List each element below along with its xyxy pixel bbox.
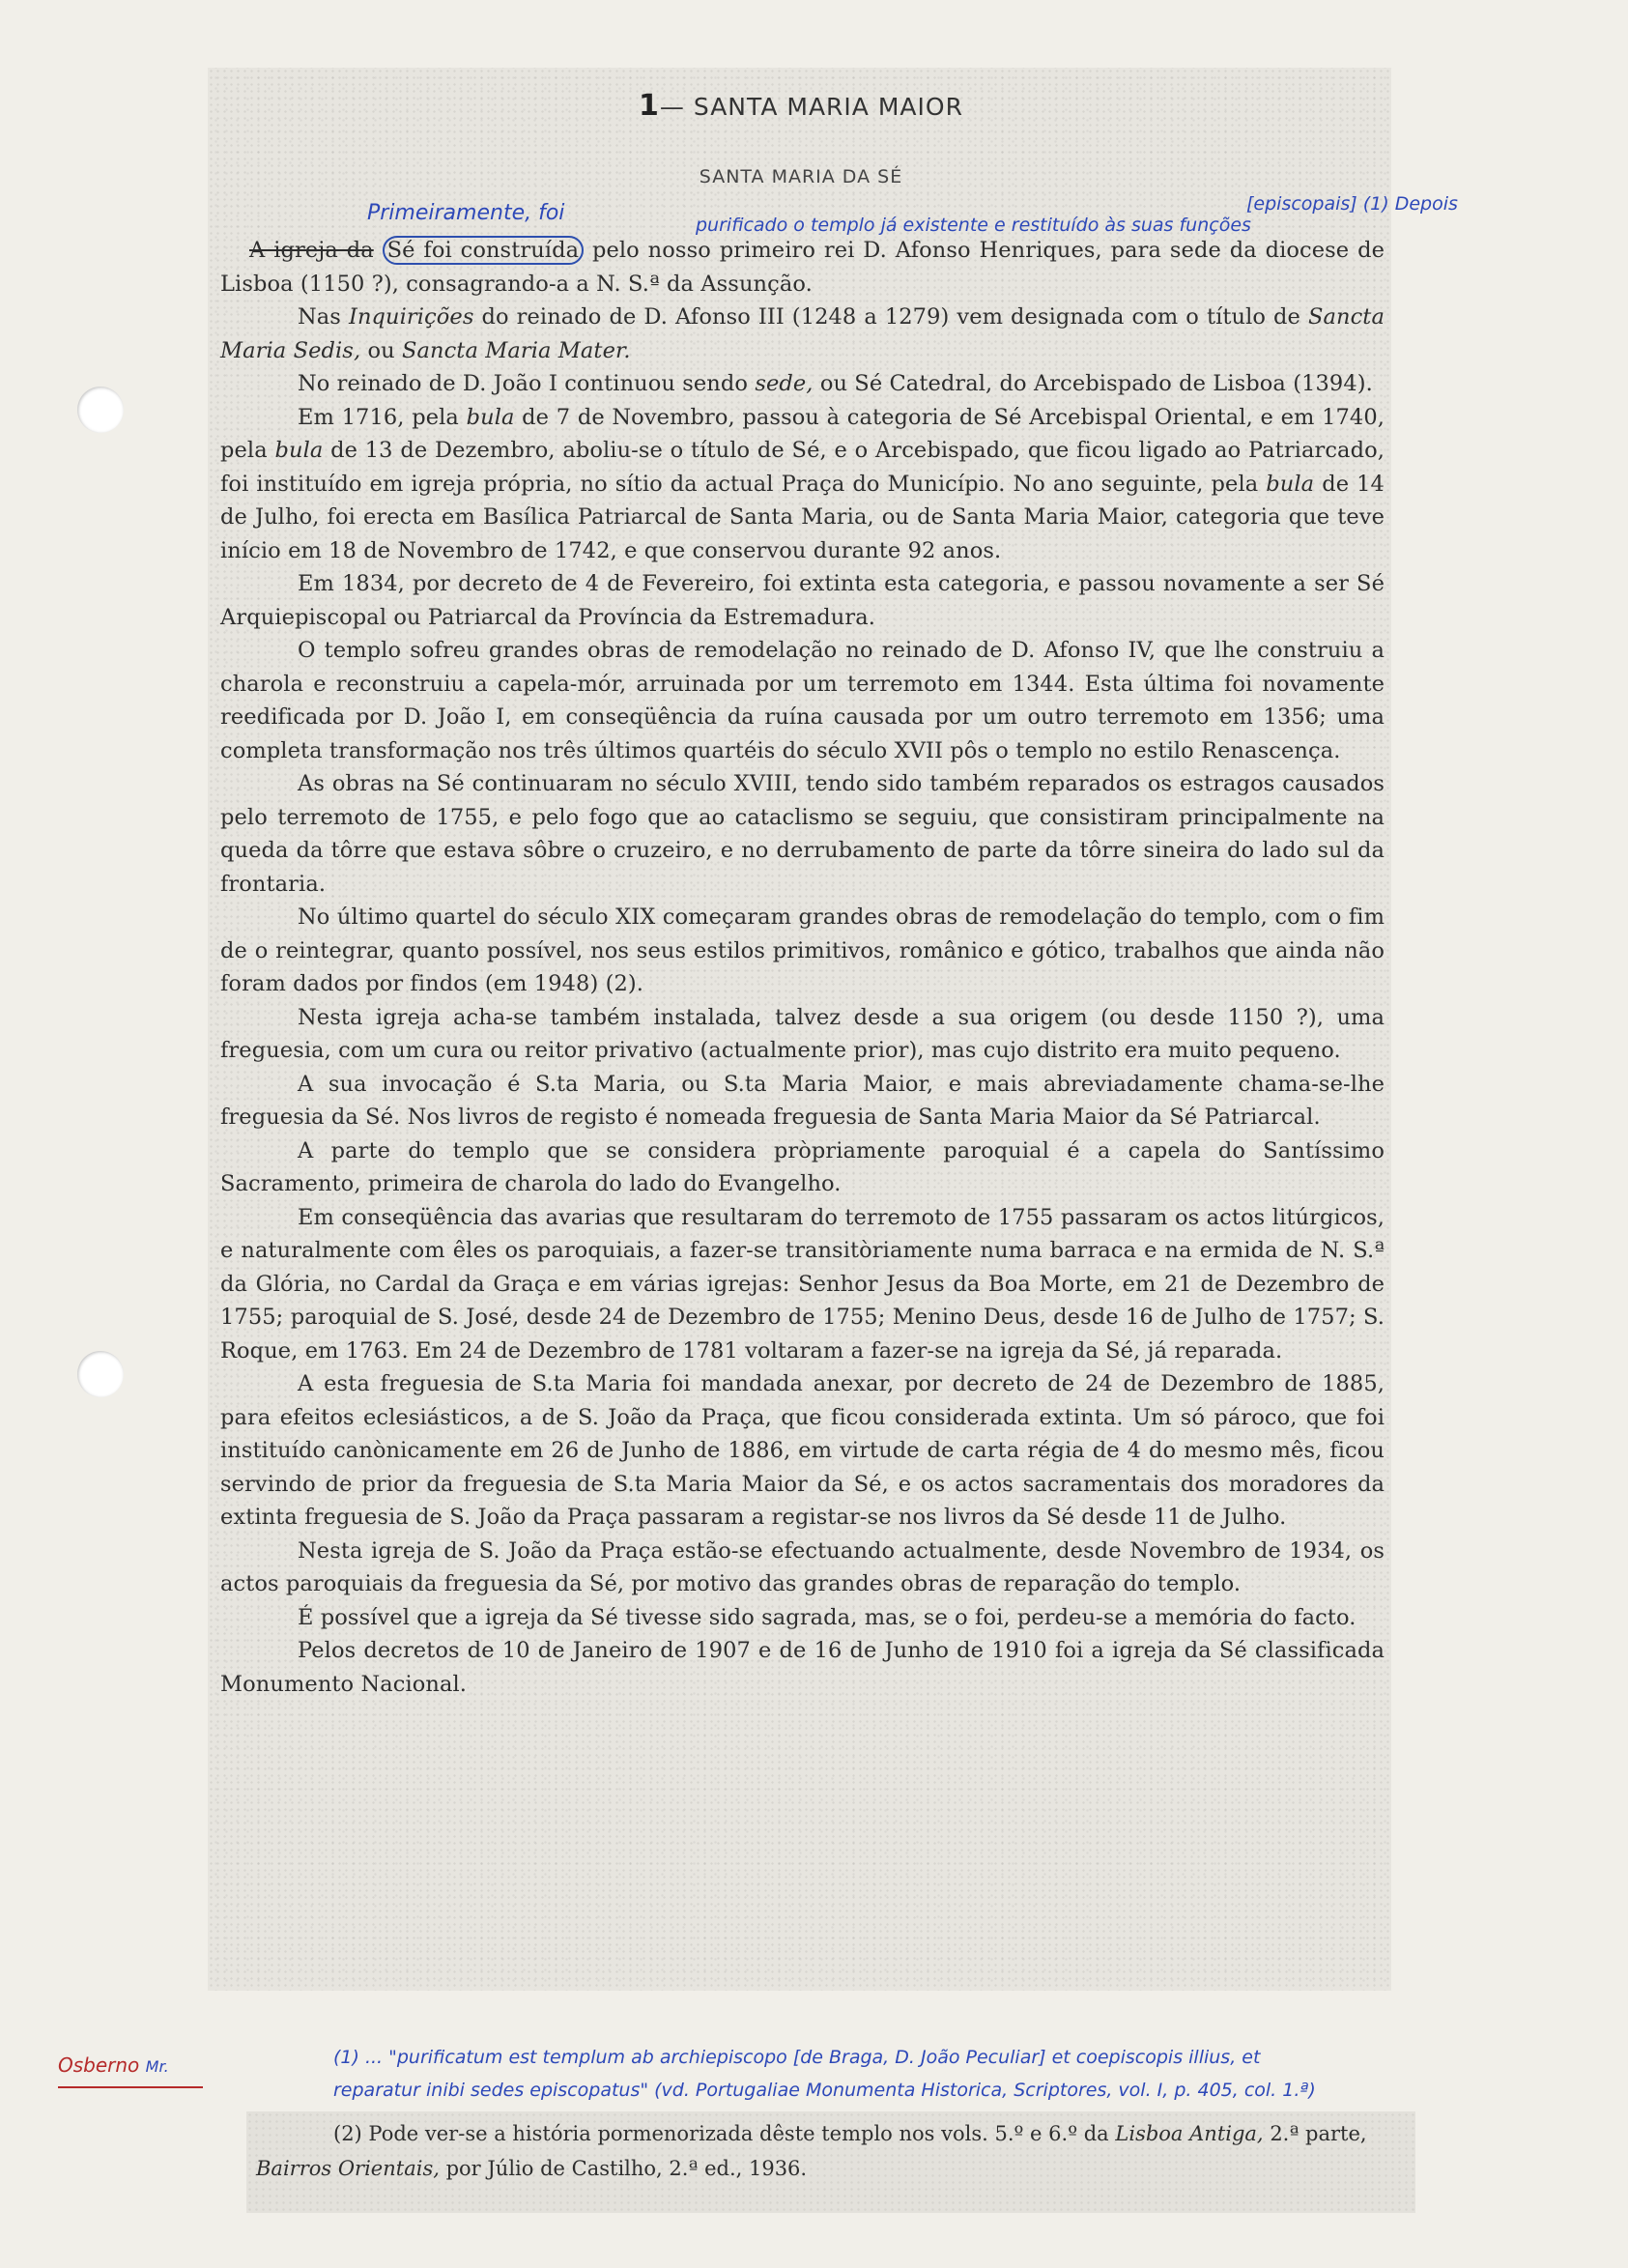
paragraph-8: No último quartel do século XIX começaram grandes obras de remodelação do templo, com o fim de o reintegrar, quanto possível, nos seus estilos primitivos, românico e gótico, trabalhos que ainda não foram dados por findos (em 1948) (2). — [220, 904, 1385, 996]
paragraph-1: A igreja da Sé foi construída pelo nosso primeiro rei D. Afonso Henriques, para sede da diocese de Lisboa (1150 ?), consagrando-a a N. S.ª da Assunção. — [220, 238, 1385, 297]
paragraph-12: Em conseqüência das avarias que resultaram do terremoto de 1755 passaram os actos litúrgicos, e naturalmente com êles os paroquiais, a fazer-se transitòriamente numa barraca e na ermida de N. S.ª da Glória, no Cardal da Graça e em várias igrejas: Senhor Jesus da Boa Morte, em 21 de Dezembro de 1755; paroquial de S. José, desde 24 de Dezembro de 1755; Menino Deus, desde 16 de Julho de 1757; S. Roque, em 1763. Em 24 de Dezembro de 1781 voltaram a fazer-se na igreja da Sé, já reparada. — [220, 1204, 1385, 1364]
document-page — [211, 70, 1391, 1988]
paragraph-5: Em 1834, por decreto de 4 de Fevereiro, foi extinta esta categoria, e passou novamente a ser Sé Arquiepiscopal ou Patriarcal da Província da Estremadura. — [220, 571, 1385, 630]
paragraph-16: Pelos decretos de 10 de Janeiro de 1907 e de 16 de Junho de 1910 foi a igreja da Sé classificada Monumento Nacional. — [220, 1638, 1385, 1697]
section-number: 1 — [639, 89, 660, 123]
handwritten-insert-right: [episcopais] (1) Depois — [1246, 193, 1458, 215]
handwritten-footnote-1: (1) ... "purificatum est templum ab archiepiscopo [de Braga, D. João Peculiar] et coepiscopis illius, et reparatur inibi sedes episcopatus" (vd. Portugaliae Monumenta Historica, Scriptores, vol. I, p. 405, col. 1.ª) — [333, 2047, 1316, 2101]
section-title-text: — SANTA MARIA MAIOR — [659, 93, 963, 121]
paragraph-13: A esta freguesia de S.ta Maria foi mandada anexar, por decreto de 24 de Dezembro de 1885, para efeitos eclesiásticos, a de S. João da Praça, que ficou considerada extinta. Um só pároco, que foi instituído canònicamente em 26 de Junho de 1886, em virtude de carta régia de 4 do mesmo mês, ficou servindo de prior da freguesia de S.ta Maria Maior da Sé, e os actos sacramentais dos moradores da extinta freguesia de S. João da Praça passaram a registar-se nos livros da Sé desde 11 de Julho. — [220, 1371, 1385, 1530]
paragraph-10: A sua invocação é S.ta Maria, ou S.ta Maria Maior, e mais abreviadamente chama-se-lhe freguesia da Sé. Nos livros de registo é nomeada freguesia de Santa Maria Maior da Sé Patriarcal. — [220, 1071, 1385, 1130]
punch-hole-top — [77, 387, 124, 433]
punch-hole-bottom — [77, 1351, 124, 1397]
printed-footnote-2: (2) Pode ver-se a história pormenorizada dêste templo nos vols. 5.º e 6.º da Lisboa Antiga, 2.ª parte, Bairros Orientais, por Júlio de Castilho, 2.ª ed., 1936. — [256, 2122, 1367, 2180]
body-text — [220, 234, 1385, 1701]
handwritten-insert-left: Primeiramente, foi — [367, 201, 565, 225]
paragraph-7: As obras na Sé continuaram no século XVIII, tendo sido também reparados os estragos causados pelo terremoto de 1755, e pelo fogo que ao cataclismo se seguiu, que consistiram principalmente na queda da tôrre que estava sôbre o cruzeiro, e no derrubamento de parte da tôrre sineira do lado sul da frontaria. — [220, 771, 1385, 897]
paragraph-9: Nesta igreja acha-se também instalada, talvez desde a sua origem (ou desde 1150 ?), uma freguesia, com um cura ou reitor privativo (actualmente prior), mas cujo distrito era muito pequeno. — [220, 1004, 1385, 1063]
paragraph-4: Em 1716, pela bula de 7 de Novembro, passou à categoria de Sé Arcebispal Oriental, e em 1740, pela bula de 13 de Dezembro, aboliu-se o título de Sé, e o Arcebispado, que ficou ligado ao Patriarcado, foi instituído em igreja própria, no sítio da actual Praça do Município. No ano seguinte, pela bula de 14 de Julho, foi erecta em Basílica Patriarcal de Santa Maria, ou de Santa Maria Maior, categoria que teve início em 18 de Novembro de 1742, e que conservou durante 92 anos. — [220, 404, 1385, 563]
handwritten-insert-middle: purificado o templo já existente e restituído às suas funções — [696, 215, 1251, 236]
paragraph-6: O templo sofreu grandes obras de remodelação no reinado de D. Afonso IV, que lhe construiu a charola e reconstruiu a capela-mór, arruinada por um terremoto em 1344. Esta última foi novamente reedificada por D. João I, em conseqüência da ruína causada por um outro terremoto em 1356; uma completa transformação nos três últimos quartéis do século XVII pôs o templo no estilo Renascença. — [220, 638, 1385, 763]
paragraph-11: A parte do templo que se considera pròpriamente paroquial é a capela do Santíssimo Sacramento, primeira de charola do lado do Evangelho. — [220, 1137, 1385, 1196]
paragraph-3: No reinado de D. João I continuou sendo sede, ou Sé Catedral, do Arcebispado de Lisboa (1394). — [298, 371, 1373, 396]
paragraph-2: Nas Inquirições do reinado de D. Afonso III (1248 a 1279) vem designada com o título de Sancta Maria Sedis, ou Sancta Maria Mater. — [220, 304, 1385, 363]
section-title — [211, 89, 1391, 123]
section-subtitle: SANTA MARIA DA SÉ — [699, 166, 903, 187]
handwritten-red-note: Osberno Mr. — [58, 2053, 169, 2077]
paragraph-14: Nesta igreja de S. João da Praça estão-se efectuando actualmente, desde Novembro de 1934, os actos paroquiais da freguesia da Sé, por motivo das grandes obras de reparação do templo. — [220, 1537, 1385, 1596]
circled-phrase: Sé foi construída — [383, 236, 585, 265]
paragraph-15: É possível que a igreja da Sé tivesse sido sagrada, mas, se o foi, perdeu-se a memória do facto. — [298, 1604, 1357, 1630]
